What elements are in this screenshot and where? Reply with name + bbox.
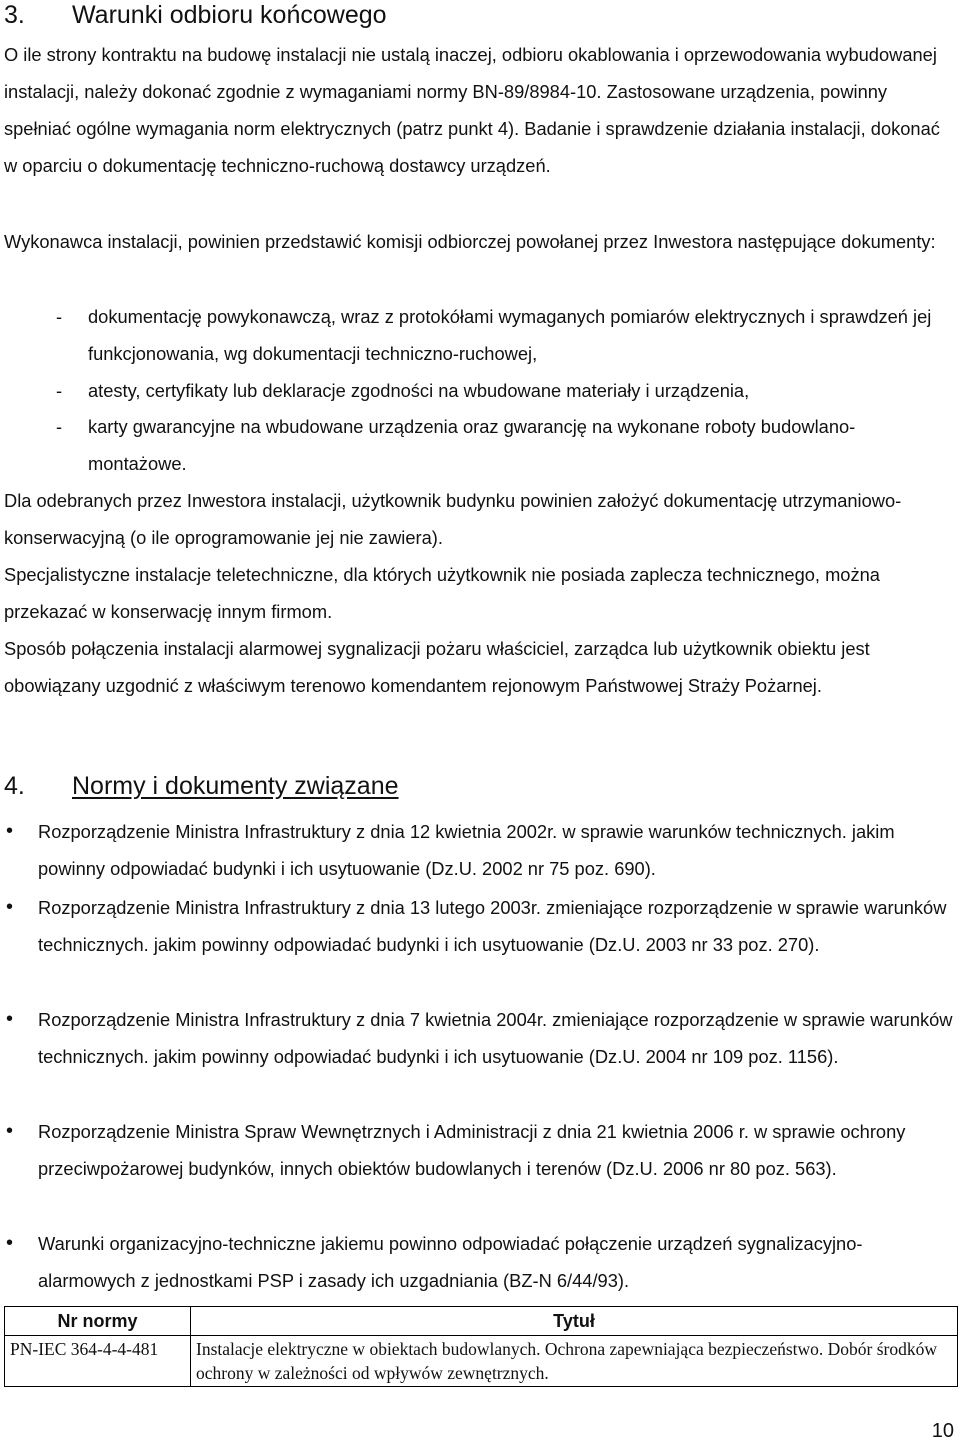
bullet-text: Rozporządzenie Ministra Infrastruktury z dnia 12 kwietnia 2002r. w sprawie warunków technicznych. jakim powinny odpowiadać budynki i ich usytuowanie (Dz.U. 2002 nr 75 poz. 690). [38,821,895,879]
bullet-icon: • [6,896,14,918]
bullet-icon: • [6,1120,14,1142]
section-title: Normy i dokumenty związane [72,772,399,800]
list-marker: - [56,416,63,437]
bullet-text: Rozporządzenie Ministra Spraw Wewnętrznych i Administracji z dnia 21 kwietnia 2006 r. w sprawie ochrony przeciwpożarowej budynków, innych obiektów budowlanych i terenów (Dz.U. 2006 nr 80 poz. 563). [38,1121,906,1179]
list-item-text: atesty, certyfikaty lub deklaracje zgodności na wbudowane materiały i urządzenia, [88,380,750,401]
list-item [58,372,948,409]
bullet-icon: • [6,1232,14,1254]
paragraph: O ile strony kontraktu na budowę instalacji nie ustalą inaczej, odbioru okablowania i oprzewodowania wybudowanej instalacji, należy dokonać zgodnie z wymaganiami normy BN-89/8984-10. Zastosowane urządzenia, powinny spełniać ogólne wymagania norm elektrycznych (patrz punkt 4). Badanie i sprawdzenie działania instalacji, dokonać w oparciu o dokumentację techniczno-ruchową dostawcy urządzeń. [4,44,940,176]
paragraph: Specjalistyczne instalacje teletechniczne, dla których użytkownik nie posiada zaplecza technicznego, można przekazać w konserwację innym firmom. [4,564,880,622]
section-3-heading [4,0,387,30]
section-number: 3. [4,1,25,29]
table-header-row [5,1307,958,1336]
paragraph: Sposób połączenia instalacji alarmowej sygnalizacji pożaru właściciel, zarządca lub użytkownik obiektu jest obowiązany uzgodnić z właściwym terenowo komendantem rejonowym Państwowej Straży Pożarnej. [4,638,870,696]
bullet-item [4,1113,956,1187]
bullet-text: Rozporządzenie Ministra Infrastruktury z dnia 13 lutego 2003r. zmieniające rozporządzenie w sprawie warunków technicznych. jakim powinny odpowiadać budynki i ich usytuowanie (Dz.U. 2003 nr 33 poz. 270). [38,897,947,955]
list-item [58,298,948,372]
bullet-icon: • [6,1008,14,1030]
list-item-text: karty gwarancyjne na wbudowane urządzenia oraz gwarancję na wykonane roboty budowlano-montażowe. [88,416,856,474]
section-title: Warunki odbioru końcowego [72,1,387,29]
bullet-item [4,1225,956,1299]
bullet-icon: • [6,820,14,842]
norms-table [4,1306,958,1387]
bullet-item [4,1001,956,1075]
table-cell-title: Instalacje elektryczne w obiektach budowlanych. Ochrona zapewniająca bezpieczeństwo. Dobór środków ochrony w zależności od wpływów zewnętrznych. [191,1336,958,1387]
bullet-item [4,889,956,963]
paragraph: Wykonawca instalacji, powinien przedstawić komisji odbiorczej powołanej przez Inwestora następujące dokumenty: [4,231,936,252]
list-marker: - [56,306,63,327]
bullet-text: Rozporządzenie Ministra Infrastruktury z dnia 7 kwietnia 2004r. zmieniające rozporządzenie w sprawie warunków technicznych. jakim powinny odpowiadać budynki i ich usytuowanie (Dz.U. 2004 nr 109 poz. 1156). [38,1009,953,1067]
table-row [5,1336,958,1387]
page-number: 10 [931,1420,954,1442]
bullet-text: Warunki organizacyjno-techniczne jakiemu powinno odpowiadać połączenie urządzeń sygnalizacyjno-alarmowych z jednostkami PSP i zasady ich uzgadniania (BZ-N 6/44/93). [38,1233,863,1291]
paragraph: Dla odebranych przez Inwestora instalacji, użytkownik budynku powinien założyć dokumentację utrzymaniowo-konserwacyjną (o ile oprogramowanie jej nie zawiera). [4,490,902,548]
column-header-norm-number: Nr normy [5,1307,191,1336]
list-item [58,408,948,482]
bullet-item [4,813,956,887]
section-4-heading [4,771,399,801]
section-number: 4. [4,772,25,800]
table-cell-norm-number: PN-IEC 364-4-4-481 [5,1336,191,1387]
list-item-text: dokumentację powykonawczą, wraz z protokółami wymaganych pomiarów elektrycznych i sprawdzeń jej funkcjonowania, wg dokumentacji techniczno-ruchowej, [88,306,932,364]
list-marker: - [56,380,63,401]
column-header-title: Tytuł [191,1307,958,1336]
